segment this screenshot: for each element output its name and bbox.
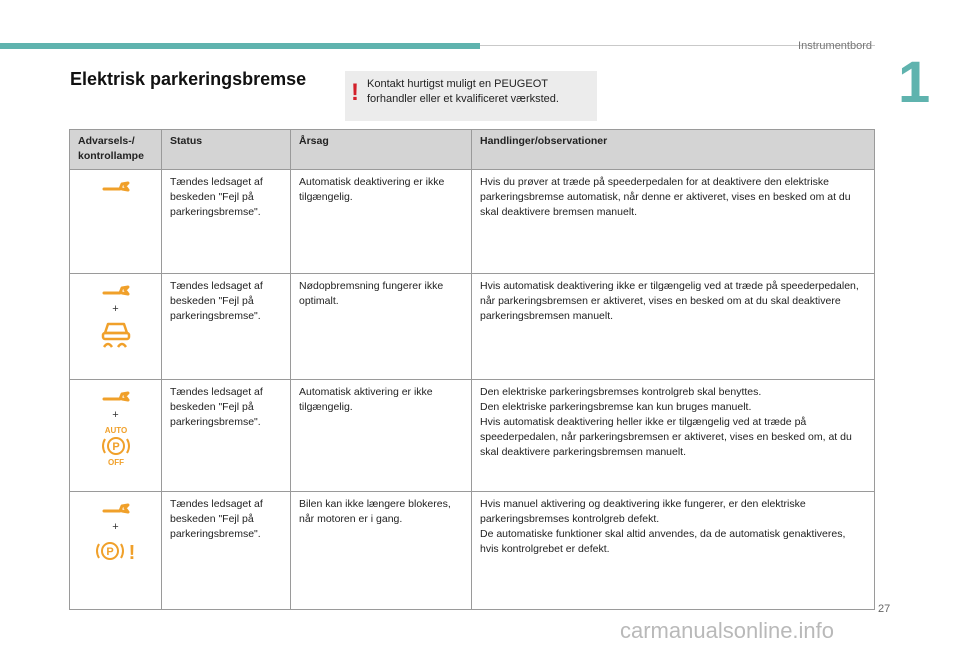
auto-p-bottom-text: OFF: [107, 458, 124, 467]
action-cell: Hvis automatisk deaktivering ikke er tilgængelig ved at træde på speederpedalen, når parkeringsbremsen er aktiveret, vises en besked om at du skal deaktivere parkeringsbremsen manuelt.: [472, 274, 875, 380]
table-row: [70, 380, 875, 492]
auto-p-top-text: AUTO: [104, 426, 127, 435]
action-line: Hvis manuel aktivering og deaktivering ikke fungerer, er den elektriske parkeringsbremses kontrolgreb defekt.: [480, 498, 806, 525]
status-cell: Tændes ledsaget af beskeden "Fejl på parkeringsbremse".: [162, 492, 291, 610]
wrench-icon: [102, 282, 130, 300]
wrench-icon: [102, 500, 130, 518]
notice-text: Kontakt hurtigst muligt en PEUGEOT forhandler eller et kvalificeret værksted.: [367, 78, 559, 105]
lamp-cell: [70, 274, 162, 380]
plus-sign: +: [112, 409, 119, 421]
plus-sign: +: [112, 303, 119, 315]
table-row: [70, 492, 875, 610]
status-cell: Tændes ledsaget af beskeden "Fejl på parkeringsbremse".: [162, 380, 291, 492]
exclamation-icon: !: [351, 79, 359, 106]
plus-sign: +: [112, 521, 119, 533]
skid-car-icon: [99, 319, 133, 349]
cause-cell: Automatisk aktivering er ikke tilgængelig.: [291, 380, 472, 492]
page-title: Elektrisk parkeringsbremse: [70, 69, 307, 89]
column-header-action: Handlinger/observationer: [472, 130, 875, 170]
cause-cell: Bilen kan ikke længere blokeres, når motoren er i gang.: [291, 492, 472, 610]
lamp-cell: [70, 492, 162, 610]
action-cell: Hvis du prøver at træde på speederpedalen for at deaktivere den elektriske parkeringsbremse automatisk, når denne er aktiveret, vises en besked om at du skal deaktivere bremsen manuelt.: [472, 170, 875, 274]
notice-box: [345, 71, 597, 121]
fault-exclamation: !: [128, 542, 135, 564]
auto-p-letter: P: [111, 441, 120, 453]
action-cell: [472, 492, 875, 610]
table-header-row: [70, 130, 875, 170]
column-header-lamp: Advarsels-/ kontrollampe: [70, 130, 162, 170]
status-cell: Tændes ledsaget af beskeden "Fejl på parkeringsbremse".: [162, 274, 291, 380]
column-header-cause: Årsag: [291, 130, 472, 170]
table-row: [70, 274, 875, 380]
column-header-status: Status: [162, 130, 291, 170]
lamp-cell: [70, 380, 162, 492]
cause-cell: Nødopbremsning fungerer ikke optimalt.: [291, 274, 472, 380]
status-cell: Tændes ledsaget af beskeden "Fejl på parkeringsbremse".: [162, 170, 291, 274]
parking-brake-fault-icon: [94, 537, 138, 565]
wrench-icon: [102, 178, 130, 196]
section-title: Instrumentbord: [798, 40, 872, 52]
lamp-cell: [70, 170, 162, 274]
action-line: De automatiske funktioner skal altid anvendes, da de automatisk genaktiveres, hvis kontrolgrebet er defekt.: [480, 528, 846, 555]
table-row: [70, 170, 875, 274]
watermark: carmanualsonline.info: [620, 618, 835, 643]
header-accent-bar: [0, 43, 480, 49]
cause-cell: Automatisk deaktivering er ikke tilgængelig.: [291, 170, 472, 274]
action-line: Den elektriske parkeringsbremse kan kun bruges manuelt.: [480, 401, 752, 413]
fault-p-letter: P: [105, 546, 114, 558]
wrench-icon: [102, 388, 130, 406]
page-number: 27: [878, 603, 891, 615]
warning-lamp-table: [69, 129, 875, 610]
action-cell: [472, 380, 875, 492]
auto-p-off-icon: [98, 425, 134, 467]
action-line: Hvis automatisk deaktivering heller ikke er tilgængelig ved at træde på speederpedalen, når parkeringsbremsen er aktiveret, vises en besked om, at du skal deaktivere parkeringsbremsen manuelt.: [480, 416, 852, 458]
action-line: Den elektriske parkeringsbremses kontrolgreb skal benyttes.: [480, 386, 762, 398]
chapter-number: 1: [898, 50, 931, 115]
